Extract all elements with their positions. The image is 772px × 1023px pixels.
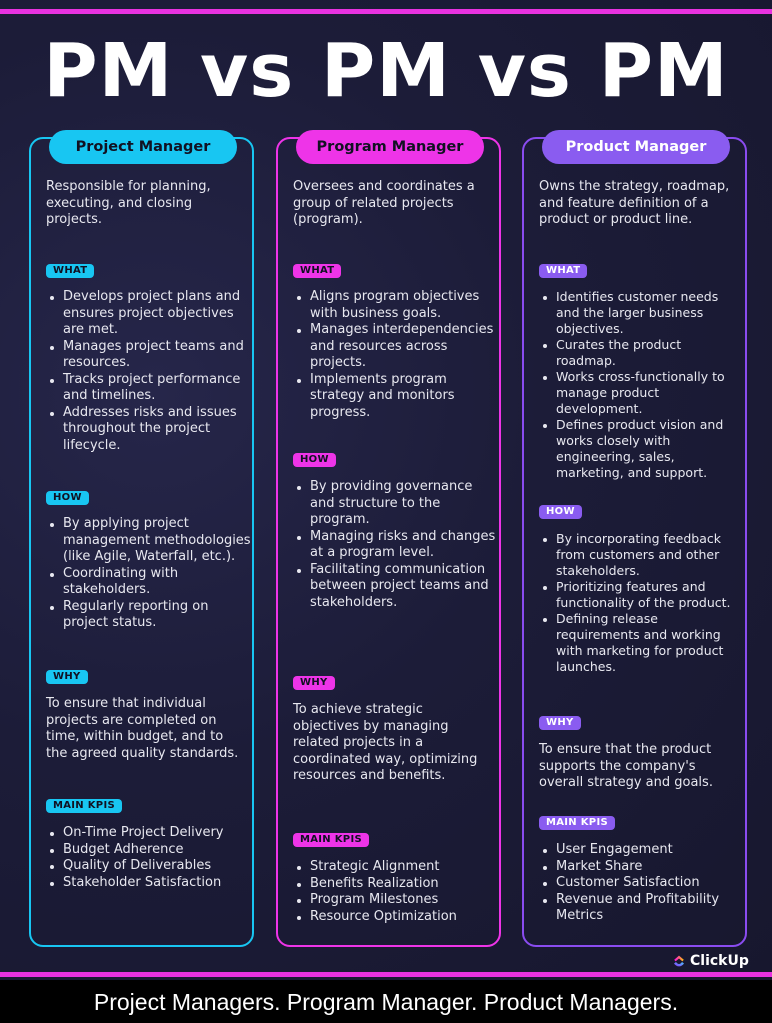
- column-header-pill: Program Manager: [296, 130, 484, 164]
- list-item: Defining release requirements and working with marketing for product launches.: [539, 611, 744, 675]
- list-item: Revenue and Profitability Metrics: [539, 892, 744, 925]
- list-item: Managing risks and changes at a program level.: [293, 529, 498, 562]
- how-list: [46, 516, 251, 632]
- list-item: By applying project management methodologies (like Agile, Waterfall, etc.).: [46, 516, 251, 566]
- how-list: [293, 479, 498, 611]
- list-item: Tracks project performance and timelines.: [46, 372, 251, 405]
- list-item: Implements program strategy and monitors progress.: [293, 372, 498, 422]
- list-item: Prioritizing features and functionality of the product.: [539, 579, 744, 611]
- list-item: Benefits Realization: [293, 876, 498, 893]
- kpi-list: [293, 859, 498, 925]
- list-item: Manages interdependencies and resources across projects.: [293, 322, 498, 372]
- kpi-list: [46, 825, 251, 891]
- section-tag-why: WHY: [46, 670, 88, 684]
- column-description: Owns the strategy, roadmap, and feature definition of a product or product line.: [539, 179, 730, 227]
- what-list: [46, 289, 251, 454]
- list-item: Regularly reporting on project status.: [46, 599, 251, 632]
- column-header-pill: Product Manager: [542, 130, 730, 164]
- list-item: Develops project plans and ensures project objectives are met.: [46, 289, 251, 339]
- list-item: Customer Satisfaction: [539, 875, 744, 892]
- caption-text: Project Managers. Program Manager. Product Managers.: [93, 989, 679, 1015]
- column-project-manager: [29, 137, 254, 947]
- list-item: By providing governance and structure to the program.: [293, 479, 498, 529]
- list-item: Aligns program objectives with business goals.: [293, 289, 498, 322]
- how-list: [539, 531, 744, 675]
- section-tag-what: WHAT: [46, 264, 94, 278]
- page-title: PM vs PM vs PM: [43, 28, 729, 114]
- section-tag-how: HOW: [293, 453, 336, 467]
- list-item: Defines product vision and works closely with engineering, sales, marketing, and support.: [539, 417, 744, 481]
- list-item: Manages project teams and resources.: [46, 339, 251, 372]
- section-tag-kpis: MAIN KPIS: [46, 799, 122, 813]
- list-item: User Engagement: [539, 842, 744, 859]
- column-header-pill: Project Manager: [49, 130, 237, 164]
- column-product-manager: [522, 137, 747, 947]
- section-tag-what: WHAT: [539, 264, 587, 278]
- column-description: Oversees and coordinates a group of related projects (program).: [293, 179, 475, 227]
- list-item: Program Milestones: [293, 892, 498, 909]
- why-text: To achieve strategic objectives by managing related projects in a coordinated way, optimizing resources and benefits.: [293, 702, 478, 783]
- list-item: Addresses risks and issues throughout the project lifecycle.: [46, 405, 251, 455]
- list-item: Budget Adherence: [46, 842, 251, 859]
- section-tag-how: HOW: [539, 505, 582, 519]
- list-item: By incorporating feedback from customers and other stakeholders.: [539, 531, 744, 579]
- kpi-list: [539, 842, 744, 925]
- list-item: Market Share: [539, 859, 744, 876]
- list-item: Works cross-functionally to manage product development.: [539, 369, 744, 417]
- section-tag-why: WHY: [539, 716, 581, 730]
- clickup-logo-icon: [672, 954, 686, 968]
- what-list: [293, 289, 498, 421]
- clickup-logo: [672, 952, 749, 970]
- list-item: Facilitating communication between project teams and stakeholders.: [293, 562, 498, 612]
- list-item: Stakeholder Satisfaction: [46, 875, 251, 892]
- section-tag-kpis: MAIN KPIS: [539, 816, 615, 830]
- list-item: Curates the product roadmap.: [539, 337, 744, 369]
- section-tag-why: WHY: [293, 676, 335, 690]
- logo-text: ClickUp: [690, 953, 749, 969]
- why-text: To ensure that the product supports the company's overall strategy and goals.: [539, 742, 713, 790]
- why-text: To ensure that individual projects are completed on time, within budget, and to the agreed quality standards.: [46, 696, 239, 761]
- list-item: Identifies customer needs and the larger business objectives.: [539, 289, 744, 337]
- top-accent-bar: [0, 9, 772, 14]
- list-item: Resource Optimization: [293, 909, 498, 926]
- column-program-manager: [276, 137, 501, 947]
- list-item: Quality of Deliverables: [46, 858, 251, 875]
- section-tag-what: WHAT: [293, 264, 341, 278]
- list-item: On-Time Project Delivery: [46, 825, 251, 842]
- bottom-accent-bar: [0, 972, 772, 977]
- what-list: [539, 289, 744, 481]
- section-tag-kpis: MAIN KPIS: [293, 833, 369, 847]
- list-item: Coordinating with stakeholders.: [46, 566, 251, 599]
- column-description: Responsible for planning, executing, and closing projects.: [46, 179, 211, 227]
- section-tag-how: HOW: [46, 491, 89, 505]
- list-item: Strategic Alignment: [293, 859, 498, 876]
